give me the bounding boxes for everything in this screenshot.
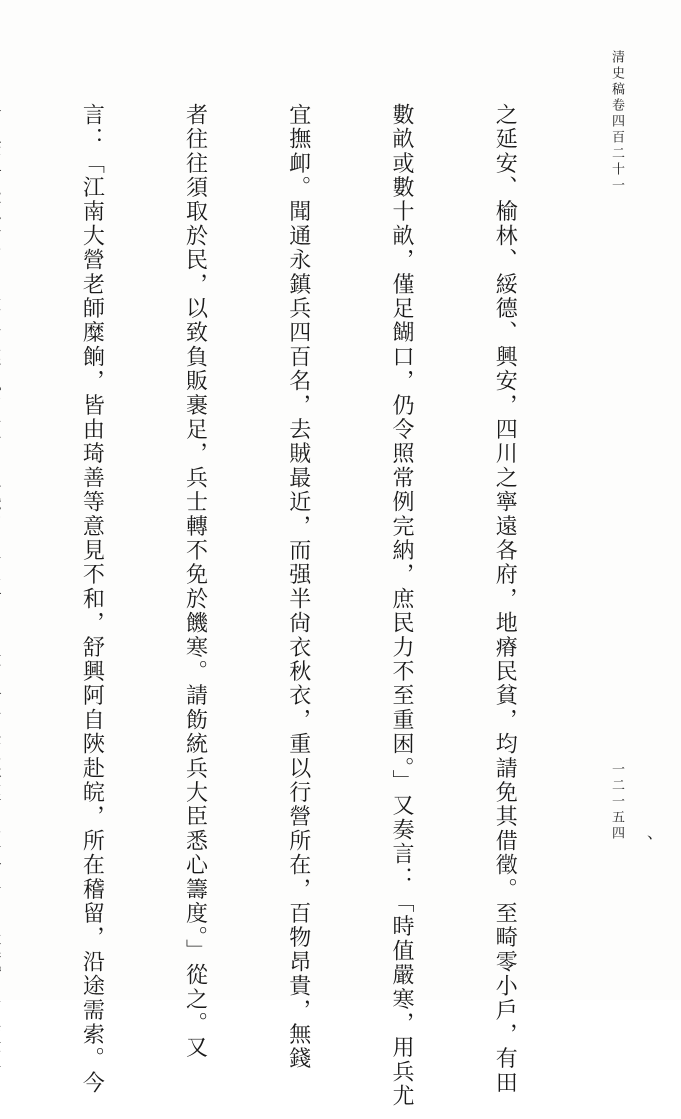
text-column: [0, 103, 5, 983]
text-column: 數畝或數十畝，僅足餬口，仍令照常例完納，庶民力不至重困。」又奏言：「時值嚴寒，用兵尤: [388, 103, 414, 1109]
text-column: 宜撫卹。聞通永鎮兵四百名，去賊最近，而强半尙衣秋衣，重以行營所在，百物昂貴，無錢: [285, 103, 311, 1071]
text-column: 之延安、榆林、綏德、興安，四川之寧遠各府，地瘠民貧，均請免其借徵。至畸零小戶，有田: [492, 103, 518, 1096]
main-text-body: [40, 103, 590, 1109]
text-column: 言：「江南大營老師糜餉，皆由琦善等意見不和，舒興阿自陜赴皖，所在稽留，沿途需索。今: [79, 103, 105, 1096]
text-column: 者往往須取於民，以致負販裹足，兵士轉不免於饑寒。請飭統兵大臣悉心籌度。」從之。又: [182, 103, 208, 1060]
margin-mark: 、: [647, 823, 664, 842]
page-number: 一二一五四: [609, 762, 624, 842]
running-header-title: 清史稿卷四百二十一: [609, 50, 624, 194]
